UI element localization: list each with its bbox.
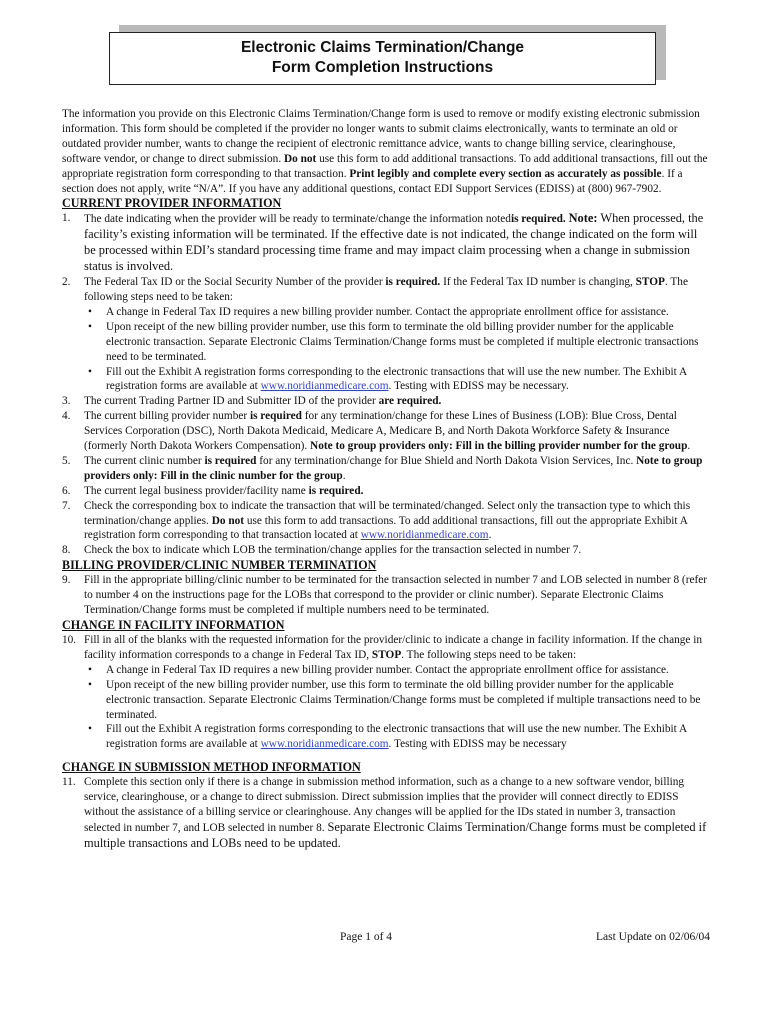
section-heading-current-provider: CURRENT PROVIDER INFORMATION [62, 196, 282, 211]
list-item: 5. The current clinic number is required for any termination/change for Blue Shield and North Dakota Vision Services, Inc. Note to group providers only: Fill in the clinic number for the group. [62, 454, 703, 482]
list-item: 8. Check the box to indicate which LOB the termination/change applies for the transaction selected in number 7. [62, 544, 582, 557]
list-item: 10. Fill in all of the blanks with the requested information for the provider/clinic to indicate a change in facility information. If the change in facility information corresponds to a change in Federal Tax ID, STOP. The following steps need to be taken: • A change in Federal Tax ID requires a new billing provider number. Contact the appropriate enrollment office for assistance. • Upon receipt of the new billing provider number, use this form to terminate the old billing provider number for the applicable electronic transaction. Separate Electronic Claims Termination/Change forms must be completed if multiple transactions need to be terminated. • Fill out the Exhibit A registration forms corresponding to the electronic transactions that will use the new number. The Exhibit A registration forms are available at www.noridianmedicare.com. Testing with EDISS may be necessary [62, 633, 710, 752]
title-box [109, 32, 656, 85]
instructions-body [62, 107, 710, 852]
facility-tax-id-steps [84, 663, 710, 752]
list-item: 3. The current Trading Partner ID and Submitter ID of the provider are required. [62, 395, 442, 408]
bullet-item: • Upon receipt of the new billing provider number, use this form to terminate the old billing provider number for the applicable electronic transaction. Separate Electronic Claims Termination/Change forms must be completed if multiple electronic transactions need to be terminated. [84, 320, 710, 365]
title-line-1: Electronic Claims Termination/Change [240, 39, 525, 56]
bullet-item: • A change in Federal Tax ID requires a new billing provider number. Contact the appropriate enrollment office for assistance. [84, 305, 710, 320]
noridian-link[interactable]: www.noridianmedicare.com [360, 529, 489, 542]
intro-paragraph: The information you provide on this Electronic Claims Termination/Change form is used to remove or modify existing electronic submission information. This form should be completed if the provider no longer wants to submit claims electronically, wants to terminate an old or outdated provider number, wants to change the recipient of electronic remittance advice, wants to change billing service, clearinghouse, software vendor, or change to direct submission. Do not use this form to add additional transactions. To add additional transactions, fill out the appropriate registration form corresponding to that transaction. Print legibly and complete every section as accurately as possible. If a section does not apply, write “N/A”. If you have any additional questions, contact EDI Support Services (EDISS) at (800) 967-7902. [62, 108, 708, 195]
section-heading-facility-change: CHANGE IN FACILITY INFORMATION [62, 618, 285, 632]
current-provider-list [62, 211, 710, 558]
last-update: Last Update on 02/06/04 [595, 931, 710, 943]
bullet-item: • Fill out the Exhibit A registration forms corresponding to the electronic transactions that will use the new number. The Exhibit A registration forms are available at www.noridianmedicare.com. Testing with EDISS may be necessary [84, 722, 710, 752]
bullet-item: • A change in Federal Tax ID requires a new billing provider number. Contact the appropriate enrollment office for assistance. [84, 663, 710, 678]
page-number: Page 1 of 4 [340, 931, 393, 943]
section-heading-billing-termination: BILLING PROVIDER/CLINIC NUMBER TERMINATION [62, 558, 377, 573]
list-item: 6. The current legal business provider/facility name is required. [62, 484, 364, 497]
list-item: 2. The Federal Tax ID or the Social Security Number of the provider is required. If the Federal Tax ID number is changing, STOP. The following steps need to be taken: • A change in Federal Tax ID requires a new billing provider number. Contact the appropriate enrollment office for assistance. • Upon receipt of the new billing provider number, use this form to terminate the old billing provider number for the applicable electronic transaction. Separate Electronic Claims Termination/Change forms must be completed if multiple electronic transactions need to be terminated. • Fill out the Exhibit A registration forms corresponding to the electronic transactions that will use the new number. The Exhibit A registration forms are available at www.noridianmedicare.com. Testing with EDISS may be necessary. [62, 275, 710, 394]
noridian-link[interactable]: www.noridianmedicare.com [260, 380, 389, 393]
facility-change-list [62, 633, 710, 752]
list-item: 7. Check the corresponding box to indicate the transaction that will be terminated/changed. Select only the transaction type to which this termination/change applies. Do not use this form to add transactions. To add additional transactions, fill out the appropriate Exhibit A registration form corresponding to that transaction located at www.noridianmedicare.com. [62, 499, 691, 542]
section-heading-submission-method: CHANGE IN SUBMISSION METHOD INFORMATION [62, 760, 361, 775]
tax-id-steps [84, 305, 710, 394]
list-item: 11. Complete this section only if there is a change in submission method information, such as a change to a new software vendor, billing service, clearinghouse, or a change to direct submission. Direct submission implies that the provider will connect directly to EDISS without the assistance of a billing service or clearinghouse. Any changes will be applied for the IDs stated in number 3, transaction selected in number 7, and LOB selected in number 8. Separate Electronic Claims Termination/Change forms must be completed if multiple transactions and LOBs need to be updated. [62, 776, 707, 850]
list-item: 4. The current billing provider number is required for any termination/change for these Lines of Business (LOB): Blue Cross, Dental Services Corporation (DSC), North Dakota Medicaid, Medicare A, Medicare B, and North Dakota Workforce Safety & Insurance (formerly North Dakota Workers Compensation). Note to group providers only: Fill in the billing provider number for the group. [62, 410, 691, 453]
noridian-link[interactable]: www.noridianmedicare.com [260, 738, 389, 751]
submission-method-list [62, 775, 710, 852]
bullet-item: • Upon receipt of the new billing provider number, use this form to terminate the old billing provider number for the applicable electronic transaction. Separate Electronic Claims Termination/Change forms must be completed if multiple transactions need to be terminated. [84, 678, 710, 723]
list-item: 9. Fill in the appropriate billing/clinic number to be terminated for the transaction selected in number 7 and LOB selected in number 8 (refer to number 4 on the instructions page for the LOBs that correspond to the provider or clinic number). Separate Electronic Claims Termination/Change forms must be completed if multiple numbers need to be terminated. [62, 574, 708, 617]
billing-termination-list [62, 573, 710, 618]
list-item: 1. The date indicating when the provider will be ready to terminate/change the information notedis required. Note: When processed, the facility’s existing information will be terminated. If the effective date is not indicated, the change indicated on the form will be processed within EDI’s standard processing time frame and may impact claim processing when a change in submission status is involved. [62, 211, 704, 274]
bullet-item: • Fill out the Exhibit A registration forms corresponding to the electronic transactions that will use the new number. The Exhibit A registration forms are available at www.noridianmedicare.com. Testing with EDISS may be necessary. [84, 365, 710, 395]
title-line-2: Form Completion Instructions [271, 59, 494, 76]
